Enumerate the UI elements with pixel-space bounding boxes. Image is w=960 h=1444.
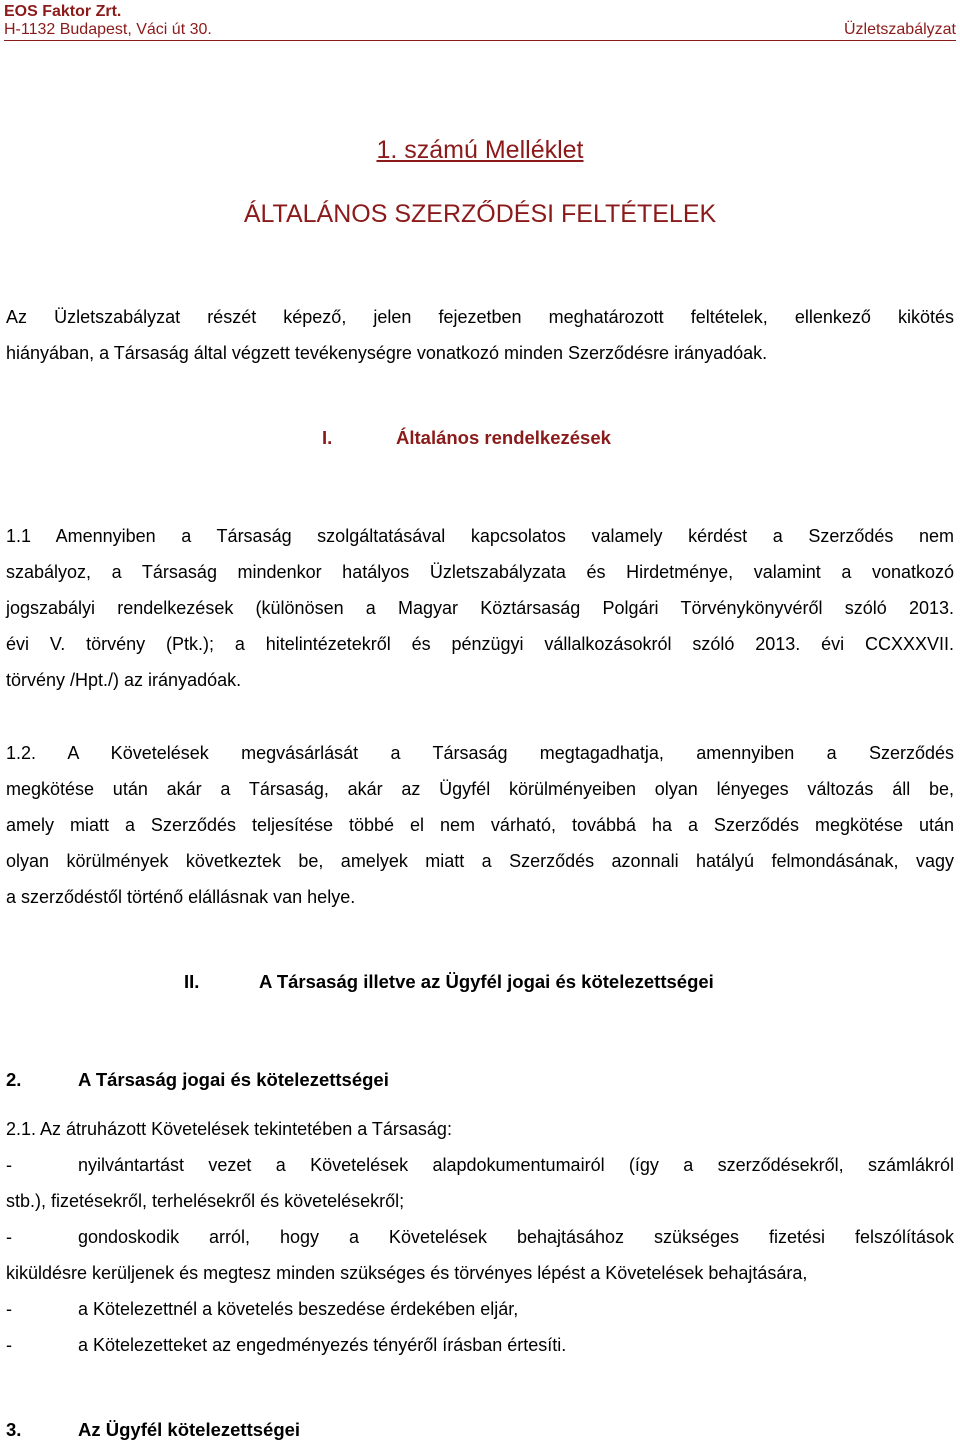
section-1-number: I. [322,427,333,448]
bullet-continuation [6,1183,954,1219]
p1-2-line: megkötése után akár a Társaság, akár az Ügyfél körülményeiben olyan lényeges változás áll be, [6,779,954,799]
header-doc-name: Üzletszabályzat [843,21,956,38]
bullet-dash: - [6,1227,12,1247]
p1-1-line: évi V. törvény (Ptk.); a hitelintézetekről és pénzügyi vállalkozásokról szóló 2013. évi CCXXXVII. [6,634,954,654]
p1-2-line: olyan körülmények következtek be, amelyek miatt a Szerződés azonnali hatályú felmondásának, vagy [6,851,954,871]
bullet-text: nyilvántartást vezet a Követelések alapdokumentumairól (így a szerződésekről, számlákról [78,1155,954,1175]
subsection-3-title: Az Ügyfél kötelezettségei [78,1419,301,1440]
annex-title: 1. számú Melléklet [376,136,584,164]
p1-1-line: törvény /Hpt./) az irányadóak. [6,670,242,690]
intro-line: Az Üzletszabályzat részét képező, jelen fejezetben meghatározott feltételek, ellenkező kikötés [6,307,954,327]
bullet-text: stb.), fizetésekről, terhelésekről és követelésekről; [6,1191,405,1211]
intro-line: hiányában, a Társaság által végzett tevékenységre vonatkozó minden Szerződésre irányadóak. [6,343,768,363]
subsection-3-number: 3. [6,1419,22,1440]
bullet-item [6,1219,954,1255]
bullet-text: a Kötelezettnél a követelés beszedése érdekében eljár, [78,1299,519,1319]
bullet-dash: - [6,1335,12,1355]
p1-2-line: amely miatt a Szerződés teljesítése többé el nem várható, továbbá ha a Szerződés megkötése után [6,815,954,835]
section-2-number: II. [184,971,200,992]
p1-2-line: 1.2. A Követelések megvásárlását a Társaság megtagadhatja, amennyiben a Szerződés [6,743,954,763]
paragraph-1-1 [6,518,954,698]
p1-2-line: a szerződéstől történő elállásnak van helye. [6,887,356,907]
section-2-title: A Társaság illetve az Ügyfél jogai és kötelezettségei [259,971,714,992]
p2-1-line: 2.1. Az átruházott Követelések tekintetében a Társaság: [6,1119,452,1139]
document-title: ÁLTALÁNOS SZERZŐDÉSI FELTÉTELEK [243,200,717,228]
p1-1-line: jogszabályi rendelkezések (különösen a Magyar Köztársaság Polgári Törvénykönyvéről szóló 2013. [6,598,954,618]
bullet-text: a Kötelezetteket az engedményezés tényéről írásban értesíti. [78,1335,567,1355]
bullet-text: kiküldésre kerüljenek és megtesz minden szükséges és törvényes lépést a Követelések behajtására, [6,1263,808,1283]
bullet-dash: - [6,1299,12,1319]
subsection-2-number: 2. [6,1069,22,1090]
p1-1-line: 1.1 Amennyiben a Társaság szolgáltatásával kapcsolatos valamely kérdést a Szerződés nem [6,526,954,546]
subsection-2-title: A Társaság jogai és kötelezettségei [78,1069,389,1090]
p1-1-line: szabályoz, a Társaság mindenkor hatályos Üzletszabályzata és Hirdetménye, valamint a vonatkozó [6,562,954,582]
intro-paragraph [6,299,954,371]
bullet-item [6,1291,954,1327]
header-divider [4,40,956,41]
paragraph-1-2 [6,735,954,915]
paragraph-2-1 [6,1111,954,1147]
section-1-title: Általános rendelkezések [396,427,611,448]
bullet-text: gondoskodik arról, hogy a Követelések behajtásához szükséges fizetési felszólítások [78,1227,954,1247]
header-address: H-1132 Budapest, Váci út 30. [4,21,212,38]
bullet-continuation [6,1255,954,1291]
bullet-dash: - [6,1155,12,1175]
header-company: EOS Faktor Zrt. [4,3,122,20]
bullet-item [6,1147,954,1183]
bullet-item [6,1327,954,1363]
